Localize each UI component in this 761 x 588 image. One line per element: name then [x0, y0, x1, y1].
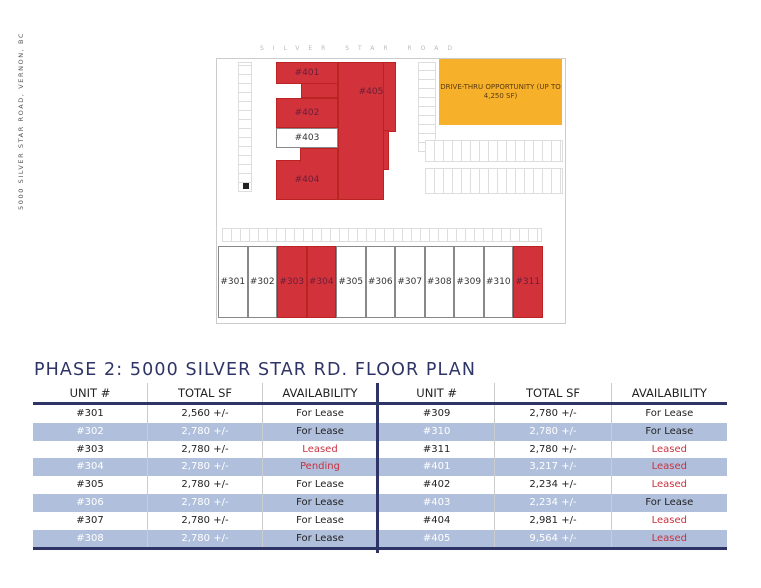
unit-cell: #303 [76, 443, 104, 455]
column-header: UNIT # [416, 386, 458, 400]
unit-cell: #309 [422, 408, 451, 419]
availability-cell: For Lease [262, 423, 377, 441]
availability-cell: For Lease [611, 405, 727, 423]
unit-cell: #402 [422, 479, 451, 491]
availability-cell: Pending [262, 458, 377, 476]
address-side-text: 5000 SILVER STAR ROAD, VERNON, BC [17, 31, 25, 210]
unit-cell: #404 [422, 514, 451, 526]
column-header: AVAILABILITY [262, 383, 377, 402]
table-divider [376, 383, 379, 553]
table-header [379, 383, 727, 405]
availability-cell: Leased [611, 512, 727, 530]
unit-307[interactable]: #307 [395, 246, 425, 318]
units-table-left [33, 383, 377, 550]
availability-cell: For Lease [262, 405, 377, 423]
unit-310[interactable]: #310 [484, 246, 514, 318]
column-header: AVAILABILITY [611, 383, 727, 402]
table-bottom-rule [379, 547, 727, 550]
sf-cell: 2,780 +/- [147, 476, 262, 494]
table-row [33, 512, 377, 530]
sf-cell: 2,981 +/- [494, 512, 610, 530]
table-row [379, 512, 727, 530]
units-table-right [379, 383, 727, 550]
unit-cell: #306 [76, 496, 104, 508]
table-row [33, 530, 377, 548]
sf-cell: 2,780 +/- [147, 458, 262, 476]
availability-cell: For Lease [611, 423, 727, 441]
table-row [33, 405, 377, 423]
unit-cell: #405 [422, 532, 451, 544]
unit-401-annex [301, 84, 338, 98]
unit-cell: #403 [422, 496, 451, 508]
parking-area [222, 228, 542, 242]
unit-402[interactable]: #402 [276, 98, 338, 128]
parking-area [238, 62, 252, 192]
unit-404-annex [300, 148, 338, 162]
sf-cell: 2,780 +/- [147, 441, 262, 459]
table-row [33, 423, 377, 441]
table-row [379, 458, 727, 476]
table-row [33, 458, 377, 476]
sf-cell: 3,217 +/- [494, 458, 610, 476]
unit-304[interactable]: #304 [307, 246, 337, 318]
column-header: TOTAL SF [494, 383, 610, 402]
sf-cell: 2,780 +/- [494, 405, 610, 423]
unit-cell: #310 [422, 425, 451, 437]
availability-cell: Leased [611, 530, 727, 548]
table-row [379, 494, 727, 512]
unit-cell: #304 [76, 461, 104, 473]
table-row [379, 423, 727, 441]
availability-cell: For Lease [611, 494, 727, 512]
table-row [33, 441, 377, 459]
availability-cell: Leased [611, 476, 727, 494]
unit-cell: #305 [76, 479, 104, 491]
parking-area [425, 140, 563, 162]
availability-cell: For Lease [262, 512, 377, 530]
unit-305[interactable]: #305 [336, 246, 366, 318]
sf-cell: 2,780 +/- [494, 441, 610, 459]
unit-405-annex [384, 130, 389, 170]
unit-405-annex [384, 62, 396, 132]
column-header: TOTAL SF [147, 383, 262, 402]
unit-302[interactable]: #302 [248, 246, 278, 318]
unit-311[interactable]: #311 [513, 246, 543, 318]
unit-405[interactable]: #405 [338, 62, 384, 200]
availability-cell: Leased [611, 458, 727, 476]
table-row [379, 476, 727, 494]
unit-303[interactable]: #303 [277, 246, 307, 318]
sf-cell: 2,780 +/- [147, 423, 262, 441]
availability-cell: For Lease [262, 530, 377, 548]
table-bottom-rule [33, 547, 377, 550]
table-header [33, 383, 377, 405]
table-row [379, 405, 727, 423]
table-row [379, 530, 727, 548]
page-title: PHASE 2: 5000 SILVER STAR RD. FLOOR PLAN [34, 360, 477, 380]
parking-area [418, 62, 436, 152]
unit-cell: #302 [76, 425, 104, 437]
sf-cell: 2,780 +/- [494, 423, 610, 441]
sf-cell: 2,560 +/- [147, 405, 262, 423]
unit-404[interactable]: #404 [276, 160, 338, 200]
sf-cell: 2,780 +/- [147, 512, 262, 530]
column-header: UNIT # [69, 386, 111, 400]
sf-cell: 2,780 +/- [147, 494, 262, 512]
unit-308[interactable]: #308 [425, 246, 455, 318]
sf-cell: 9,564 +/- [494, 530, 610, 548]
unit-306[interactable]: #306 [366, 246, 396, 318]
availability-cell: For Lease [262, 476, 377, 494]
unit-cell: #307 [76, 514, 104, 526]
unit-301[interactable]: #301 [218, 246, 248, 318]
table-row [33, 494, 377, 512]
availability-cell: Leased [611, 441, 727, 459]
sf-cell: 2,234 +/- [494, 476, 610, 494]
unit-cell: #308 [76, 532, 104, 544]
unit-cell: #401 [422, 461, 451, 473]
unit-403[interactable]: #403 [276, 128, 338, 148]
unit-cell: #311 [422, 443, 451, 455]
availability-cell: For Lease [262, 494, 377, 512]
drive-thru-pad[interactable]: DRIVE-THRU OPPORTUNITY (UP TO 4,250 SF) [439, 59, 562, 125]
road-label: SILVER STAR ROAD [260, 45, 461, 52]
table-row [33, 476, 377, 494]
dumpster-marker [243, 183, 249, 189]
sf-cell: 2,780 +/- [147, 530, 262, 548]
parking-area [425, 168, 563, 194]
table-row [379, 441, 727, 459]
unit-309[interactable]: #309 [454, 246, 484, 318]
unit-401[interactable]: #401 [276, 62, 338, 84]
availability-cell: Leased [262, 441, 377, 459]
sf-cell: 2,234 +/- [494, 494, 610, 512]
unit-cell: #301 [76, 408, 104, 419]
